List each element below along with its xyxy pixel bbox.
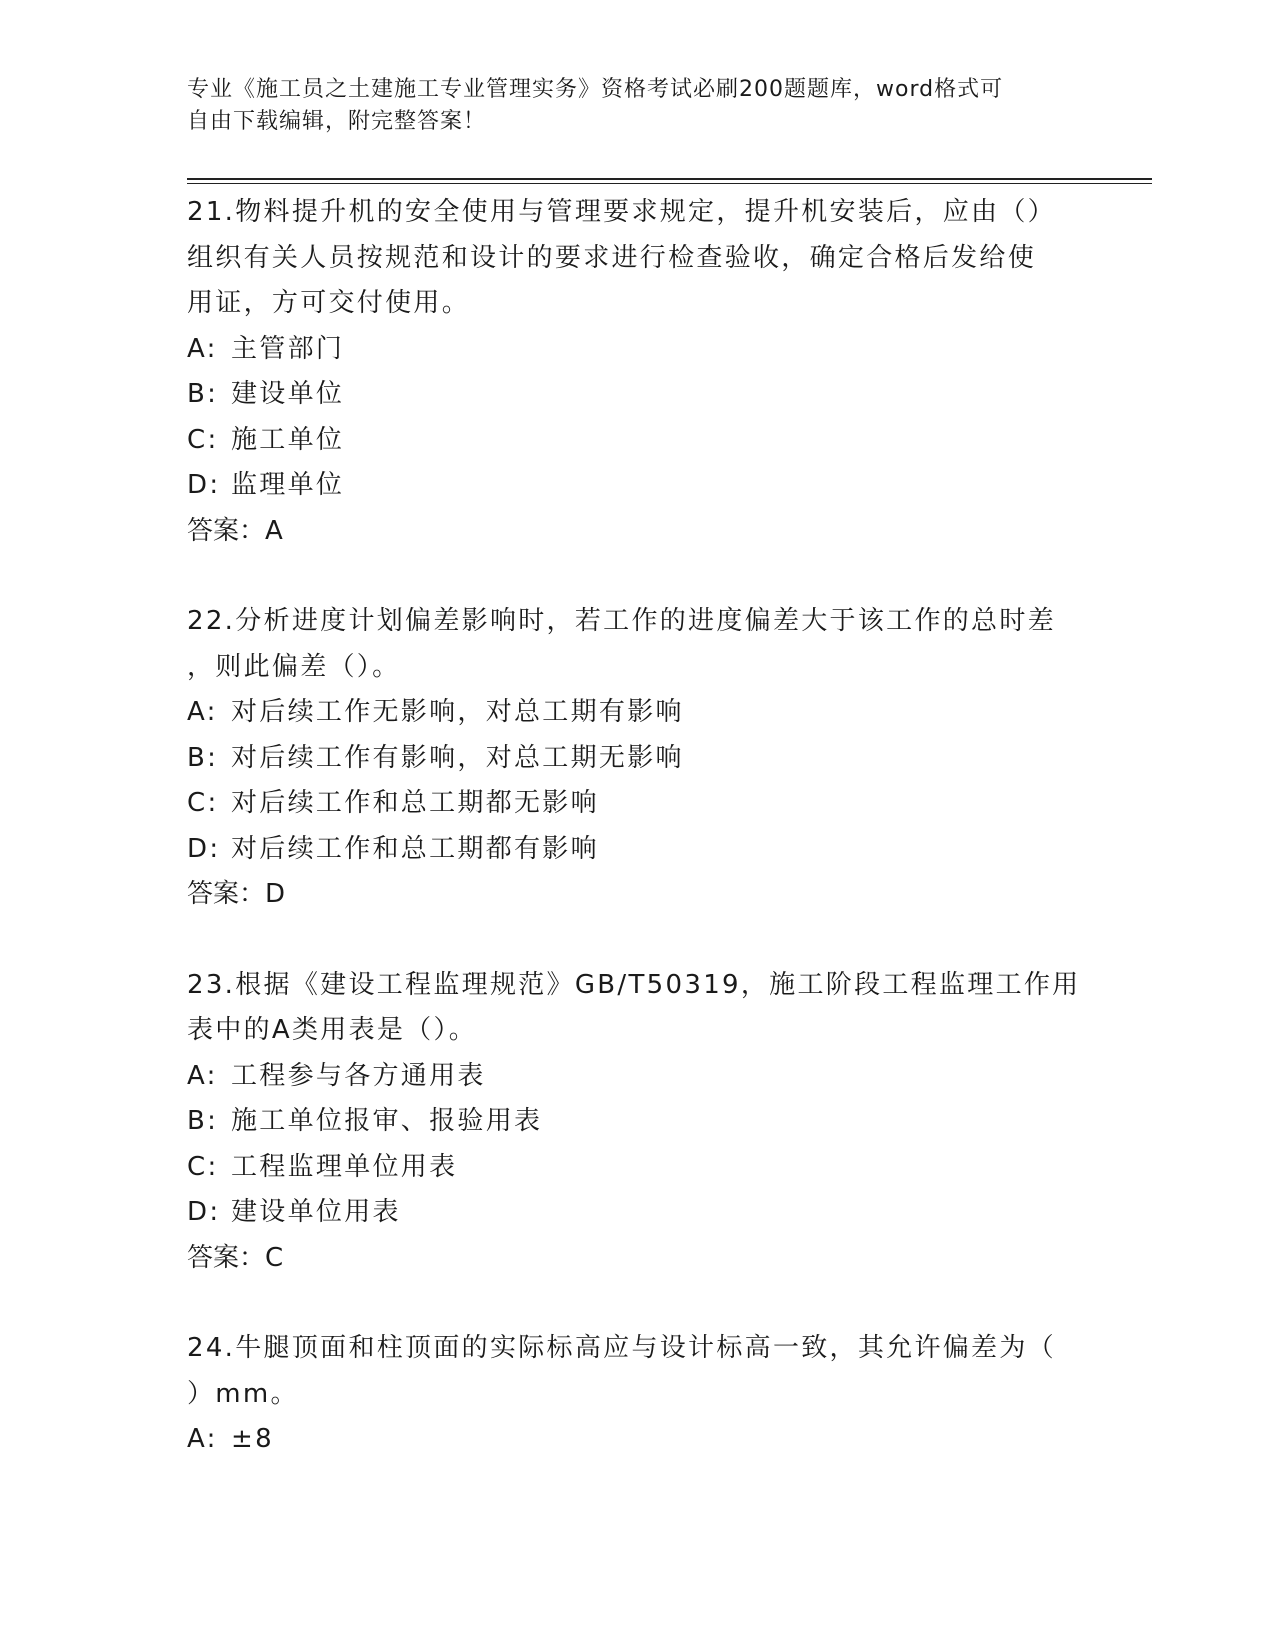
option-c <box>187 1145 1087 1191</box>
option-letter: A: <box>187 1060 218 1091</box>
option-d <box>187 827 1087 873</box>
option-text: 施工单位报审、报验用表 <box>231 1106 543 1136</box>
option-c <box>187 418 1087 464</box>
option-letter: D: <box>187 1197 221 1227</box>
option-letter: B: <box>187 1106 219 1136</box>
answer-value: A <box>265 515 283 546</box>
option-c <box>187 781 1087 827</box>
question-stem-line: 组织有关人员按规范和设计的要求进行检查验收，确定合格后发给使 <box>187 242 1037 273</box>
option-text: 工程参与各方通用表 <box>231 1060 486 1091</box>
question-23 <box>187 963 1087 1282</box>
header-divider-thin <box>187 183 1152 184</box>
question-stem-line: 22.分析进度计划偏差影响时，若工作的进度偏差大于该工作的总时差 <box>187 606 1056 636</box>
answer-line <box>187 872 1087 918</box>
answer-line <box>187 1236 1087 1282</box>
document-header <box>187 74 1067 138</box>
option-text: 对后续工作和总工期都有影响 <box>231 833 599 864</box>
answer-value: C <box>265 1242 284 1273</box>
question-list <box>187 190 1087 1463</box>
option-b <box>187 1099 1087 1145</box>
option-text: 施工单位 <box>231 424 345 455</box>
question-stem-line: 表中的A类用表是（）。 <box>187 1015 478 1045</box>
question-stem-line: 23.根据《建设工程监理规范》GB/T50319，施工阶段工程监理工作用 <box>187 969 1081 1000</box>
option-text: ±8 <box>231 1424 274 1454</box>
question-spacer <box>187 918 1087 963</box>
question-22 <box>187 599 1087 918</box>
option-letter: C: <box>187 424 219 455</box>
question-24 <box>187 1326 1087 1463</box>
answer-line <box>187 509 1087 555</box>
option-b <box>187 736 1087 782</box>
question-spacer <box>187 1281 1087 1326</box>
option-d <box>187 1190 1087 1236</box>
header-line-2: 自由下载编辑，附完整答案！ <box>187 109 487 134</box>
option-b <box>187 372 1087 418</box>
option-letter: C: <box>187 788 219 818</box>
header-divider-thick <box>187 178 1152 180</box>
option-text: 监理单位 <box>231 470 345 500</box>
option-a <box>187 1417 1087 1463</box>
option-letter: C: <box>187 1151 219 1182</box>
question-21 <box>187 190 1087 554</box>
answer-label: 答案： <box>187 515 266 546</box>
answer-value: D <box>265 879 286 909</box>
option-a <box>187 690 1087 736</box>
question-spacer <box>187 554 1087 599</box>
option-letter: A: <box>187 697 218 727</box>
option-text: 对后续工作有影响，对总工期无影响 <box>231 742 684 773</box>
option-text: 主管部门 <box>231 333 345 364</box>
option-letter: A: <box>187 1424 218 1454</box>
option-letter: B: <box>187 379 219 409</box>
option-text: 工程监理单位用表 <box>231 1151 458 1182</box>
option-letter: B: <box>187 742 219 773</box>
option-text: 对后续工作和总工期都无影响 <box>231 788 599 818</box>
question-stem-line: 24.牛腿顶面和柱顶面的实际标高应与设计标高一致，其允许偏差为（ <box>187 1333 1056 1363</box>
option-a <box>187 1054 1087 1100</box>
question-stem-line: ）mm。 <box>187 1378 299 1409</box>
option-text: 建设单位 <box>231 379 345 409</box>
answer-label: 答案： <box>187 1242 266 1273</box>
option-text: 对后续工作无影响，对总工期有影响 <box>231 697 684 727</box>
option-letter: D: <box>187 470 221 500</box>
option-letter: D: <box>187 833 221 864</box>
answer-label: 答案： <box>187 879 266 909</box>
question-stem-line: 用证，方可交付使用。 <box>187 288 471 318</box>
question-stem-line: 21.物料提升机的安全使用与管理要求规定，提升机安装后，应由（） <box>187 197 1056 227</box>
question-stem-line: ，则此偏差（）。 <box>187 651 401 682</box>
option-d <box>187 463 1087 509</box>
option-letter: A: <box>187 333 218 364</box>
header-line-1: 专业《施工员之土建施工专业管理实务》资格考试必刷200题题库，word格式可 <box>187 77 1004 102</box>
option-text: 建设单位用表 <box>231 1197 401 1227</box>
option-a <box>187 327 1087 373</box>
